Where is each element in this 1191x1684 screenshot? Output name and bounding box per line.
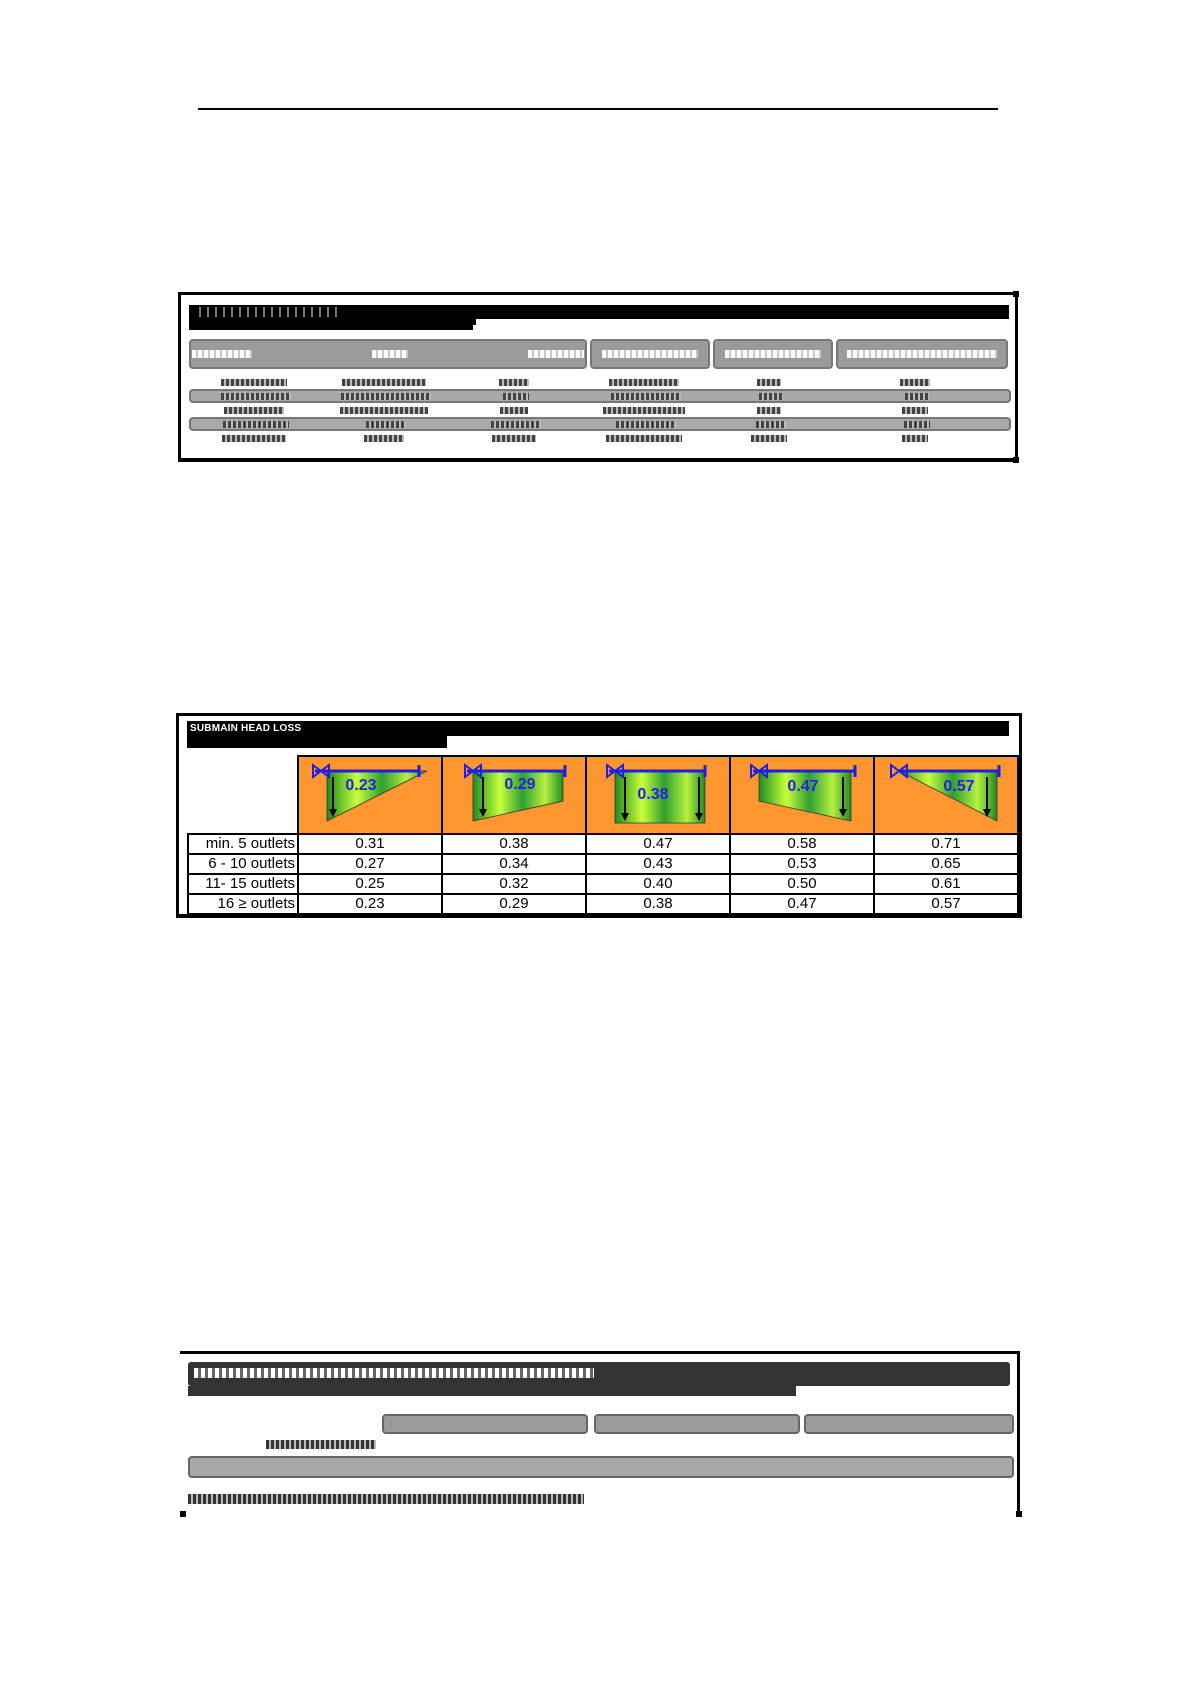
table-row xyxy=(188,834,1018,854)
table-cell: 0.65 xyxy=(874,854,1018,874)
table-3-right-border xyxy=(1017,1354,1020,1516)
table-cell: 0.47 xyxy=(586,834,730,854)
submain-diagram-cell xyxy=(874,756,1018,834)
table-row xyxy=(189,431,1011,445)
table-cell: 0.50 xyxy=(730,874,874,894)
factor-label: 0.38 xyxy=(637,786,669,803)
header-rule xyxy=(198,108,998,110)
table-cell: 0.43 xyxy=(586,854,730,874)
submain-diagram-cell xyxy=(586,756,730,834)
table-row xyxy=(188,894,1018,914)
table-title: SUBMAIN HEAD LOSS xyxy=(190,723,302,734)
factor-label: 0.23 xyxy=(345,777,377,794)
table-3-title-illegible xyxy=(194,1368,594,1378)
row-label: 16 ≥ outlets xyxy=(188,894,298,914)
factor-label: 0.29 xyxy=(504,776,536,793)
table-cell: 0.58 xyxy=(730,834,874,854)
submain-diagram-icon xyxy=(299,757,441,833)
table-1-title-tab xyxy=(189,319,473,330)
factor-label: 0.47 xyxy=(787,778,819,795)
row-label: 11- 15 outlets xyxy=(188,874,298,894)
table-3-header-a xyxy=(382,1414,588,1434)
table-cell: 0.47 xyxy=(730,894,874,914)
row-label: min. 5 outlets xyxy=(188,834,298,854)
table-1-title-illegible xyxy=(193,307,343,317)
table-1-column-headers xyxy=(189,339,1011,369)
table-cell: 0.27 xyxy=(298,854,442,874)
table-3-header-b xyxy=(594,1414,800,1434)
table-cell: 0.25 xyxy=(298,874,442,894)
table-row xyxy=(189,375,1011,389)
table-cell: 0.57 xyxy=(874,894,1018,914)
table-cell: 0.31 xyxy=(298,834,442,854)
table-1-header-c xyxy=(713,339,833,369)
table-cell: 0.34 xyxy=(442,854,586,874)
table-row xyxy=(188,874,1018,894)
table-row xyxy=(189,403,1011,417)
table-3-illegible xyxy=(180,1351,1020,1517)
table-cell: 0.53 xyxy=(730,854,874,874)
submain-diagram-cell xyxy=(730,756,874,834)
table-cell: 0.32 xyxy=(442,874,586,894)
submain-head-loss-table xyxy=(176,713,1022,918)
submain-diagram-icon xyxy=(587,757,729,833)
table-row xyxy=(188,854,1018,874)
row-label: 6 - 10 outlets xyxy=(188,854,298,874)
submain-diagram-cell xyxy=(298,756,442,834)
table-1-header-d xyxy=(836,339,1008,369)
table-3-footnote-illegible xyxy=(188,1494,584,1504)
table-row xyxy=(189,417,1011,431)
table-1-illegible xyxy=(178,292,1018,462)
submain-diagram-icon xyxy=(875,757,1017,833)
table-1-header-b xyxy=(590,339,710,369)
factor-label: 0.57 xyxy=(943,778,975,795)
table-cell: 0.40 xyxy=(586,874,730,894)
table-cell: 0.38 xyxy=(442,834,586,854)
table-1-header-group-a xyxy=(189,339,587,369)
head-loss-grid xyxy=(187,755,1019,915)
title-strip xyxy=(187,721,1009,736)
submain-diagram-icon xyxy=(443,757,585,833)
diagram-row xyxy=(188,756,1018,834)
table-cell: 0.61 xyxy=(874,874,1018,894)
submain-diagram-cell xyxy=(442,756,586,834)
table-cell: 0.38 xyxy=(586,894,730,914)
table-3-header-c xyxy=(804,1414,1014,1434)
table-cell: 0.23 xyxy=(298,894,442,914)
title-tab xyxy=(187,736,447,748)
submain-diagram-icon xyxy=(731,757,873,833)
table-cell: 0.29 xyxy=(442,894,586,914)
table-row xyxy=(189,389,1011,403)
table-cell: 0.71 xyxy=(874,834,1018,854)
table-3-shaded-row xyxy=(188,1456,1014,1478)
table-1-rows xyxy=(189,375,1011,445)
